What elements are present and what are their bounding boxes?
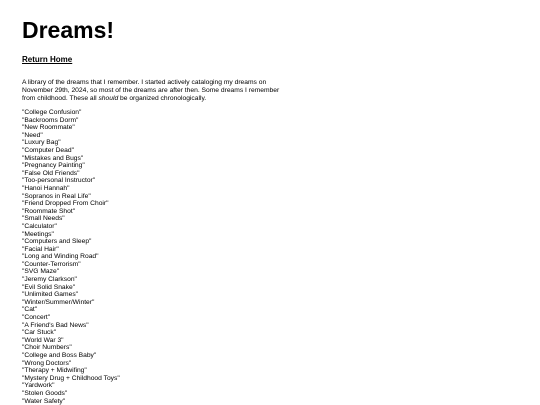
dream-list-item[interactable]: "Facial Hair" [22, 245, 59, 253]
dream-list-item[interactable]: "Small Needs" [22, 215, 65, 223]
dream-list-item[interactable]: "Counter-Terrorism" [22, 260, 81, 268]
dream-list-item[interactable]: "False Old Friends" [22, 169, 80, 177]
dream-list-item[interactable]: "Water Safety" [22, 397, 66, 405]
intro-text: A library of the dreams that I remember. I started actively cataloging my dreams on November 29th, 2024, so most of the dreams are after then. Some dreams I remember from childhood. These all [22, 79, 280, 102]
dream-list-item[interactable]: "Meetings" [22, 230, 54, 238]
dream-list-item[interactable]: "Roommate Shot" [22, 207, 76, 215]
dream-list-item[interactable]: "Need" [22, 131, 43, 139]
dream-list-item[interactable]: "Backrooms Dorm" [22, 116, 79, 124]
page-title: Dreams! [22, 17, 115, 43]
dream-list-item[interactable]: "Jeremy Clarkson" [22, 276, 77, 284]
dream-list-item[interactable]: "SVG Maze" [22, 268, 60, 276]
dream-list-item[interactable]: "Long and Winding Road" [22, 253, 99, 261]
dream-list-item[interactable]: "Computers and Sleep" [22, 238, 92, 246]
dream-list-item[interactable]: "Evil Solid Snake" [22, 283, 76, 291]
dream-list-item[interactable]: "Choir Numbers" [22, 344, 72, 352]
dream-list-item[interactable]: "Mystery Drug + Childhood Toys" [22, 374, 120, 382]
dream-list-item[interactable]: "Hanoi Hannah" [22, 184, 70, 192]
dream-list-item[interactable]: "Calculator" [22, 222, 57, 230]
dream-list-item[interactable]: "World War 3" [22, 336, 64, 344]
dream-list-item[interactable]: "College Confusion" [22, 109, 82, 116]
dream-list-item[interactable]: "Car Stuck" [22, 329, 57, 337]
dream-list-item[interactable]: "Friend Dropped From Choir" [22, 200, 109, 208]
intro-text-end: be organized chronologically. [118, 95, 207, 102]
dream-list-item[interactable]: "Therapy + Midwifing" [22, 367, 87, 375]
intro-emphasis: should [98, 95, 119, 102]
dream-list-item[interactable]: "Concert" [22, 314, 51, 322]
return-home-link[interactable]: Return Home [22, 55, 73, 64]
dream-list-item[interactable]: "Too-personal Instructor" [22, 177, 96, 185]
dream-list-item[interactable]: "Winter/Summer/Winter" [22, 298, 95, 306]
dream-list-item[interactable]: "Wrong Doctors" [22, 359, 72, 367]
dream-list-item[interactable]: "Yardwork" [22, 382, 55, 390]
dream-list-item[interactable]: "Mistakes and Bugs" [22, 154, 84, 162]
dream-list-item[interactable]: "Sopranos in Real Life" [22, 192, 91, 200]
dream-list-item[interactable]: "Pregnancy Painting" [22, 162, 85, 170]
intro-paragraph [22, 79, 292, 103]
dream-list-item[interactable]: "Stolen Goods" [22, 389, 68, 397]
dream-list-item[interactable]: "Unlimited Games" [22, 291, 79, 299]
dream-list-item[interactable]: "College and Boss Baby" [22, 352, 97, 359]
dream-list-item[interactable]: "Computer Dead" [22, 146, 74, 154]
dream-list [22, 109, 120, 405]
dream-list-item[interactable]: "Luxury Bag" [22, 139, 61, 147]
dream-list-item[interactable]: "New Roommate" [22, 124, 75, 132]
dream-list-item[interactable]: "A Friend's Bad News" [22, 321, 89, 329]
dream-list-item[interactable]: "Cat" [22, 306, 38, 314]
